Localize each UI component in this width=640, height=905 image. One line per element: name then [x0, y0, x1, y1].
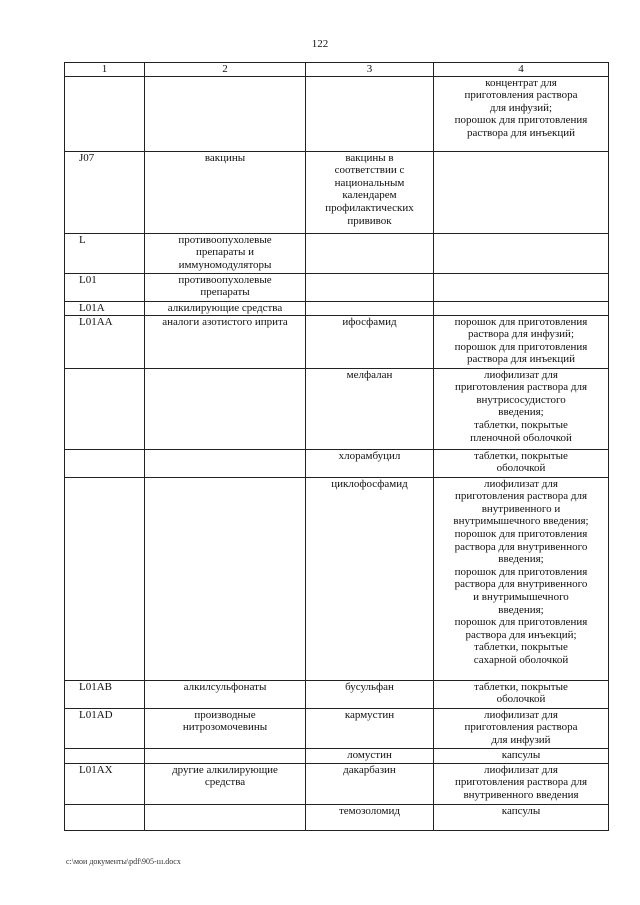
- atc-code-cell: J07: [65, 151, 145, 233]
- drug-list-table: [64, 62, 609, 831]
- group-cell: [145, 748, 306, 763]
- atc-code-cell: L01AX: [65, 763, 145, 804]
- drug-name-cell: вакцины в соответствии с национальным календарем профилактических прививок: [306, 151, 434, 233]
- table-row: [65, 273, 609, 301]
- dosage-form-cell: таблетки, покрытые оболочкой: [434, 449, 609, 477]
- group-cell: алкилсульфонаты: [145, 680, 306, 708]
- table-row: [65, 708, 609, 748]
- drug-name-cell: ломустин: [306, 748, 434, 763]
- atc-code-cell: L: [65, 233, 145, 273]
- drug-name-cell: [306, 273, 434, 301]
- group-cell: вакцины: [145, 151, 306, 233]
- drug-name-cell: темозоломид: [306, 804, 434, 830]
- atc-code-cell: L01AA: [65, 315, 145, 368]
- drug-name-cell: [306, 76, 434, 151]
- drug-name-cell: бусульфан: [306, 680, 434, 708]
- group-cell: аналоги азотистого иприта: [145, 315, 306, 368]
- column-header: 3: [306, 63, 434, 77]
- table-row: [65, 233, 609, 273]
- table-row: [65, 301, 609, 315]
- atc-code-cell: L01A: [65, 301, 145, 315]
- dosage-form-cell: лиофилизат для приготовления раствора для инфузий: [434, 708, 609, 748]
- table-row: [65, 368, 609, 449]
- group-cell: противоопухолевые препараты и иммуномодуляторы: [145, 233, 306, 273]
- group-cell: [145, 477, 306, 680]
- group-cell: производные нитрозомочевины: [145, 708, 306, 748]
- table-header-row: [65, 63, 609, 77]
- atc-code-cell: [65, 748, 145, 763]
- group-cell: алкилирующие средства: [145, 301, 306, 315]
- drug-name-cell: [306, 233, 434, 273]
- file-path-footer: c:\мои документы\pdf\905-ııı.docx: [66, 857, 181, 866]
- group-cell: другие алкилирующие средства: [145, 763, 306, 804]
- dosage-form-cell: капсулы: [434, 748, 609, 763]
- dosage-form-cell: капсулы: [434, 804, 609, 830]
- dosage-form-cell: лиофилизат для приготовления раствора для внутривенного и внутримышечного введения; порошок для приготовления раствора для внутривенного введения; порошок для приготовления раствора для внутривенного и внутримышечного введения; порошок для приготовления раствора для инъекций; таблетки, покрытые сахарной оболочкой: [434, 477, 609, 680]
- dosage-form-cell: концентрат для приготовления раствора для инфузий; порошок для приготовления раствора для инъекций: [434, 76, 609, 151]
- page-number: 122: [311, 38, 329, 50]
- atc-code-cell: [65, 368, 145, 449]
- atc-code-cell: L01AD: [65, 708, 145, 748]
- table-row: [65, 748, 609, 763]
- dosage-form-cell: [434, 151, 609, 233]
- drug-name-cell: ифосфамид: [306, 315, 434, 368]
- atc-code-cell: L01AB: [65, 680, 145, 708]
- drug-name-cell: кармустин: [306, 708, 434, 748]
- drug-name-cell: мелфалан: [306, 368, 434, 449]
- column-header: 4: [434, 63, 609, 77]
- table-row: [65, 315, 609, 368]
- dosage-form-cell: таблетки, покрытые оболочкой: [434, 680, 609, 708]
- table-row: [65, 76, 609, 151]
- table-row: [65, 151, 609, 233]
- drug-name-cell: хлорамбуцил: [306, 449, 434, 477]
- table-row: [65, 804, 609, 830]
- drug-name-cell: циклофосфамид: [306, 477, 434, 680]
- group-cell: противоопухолевые препараты: [145, 273, 306, 301]
- dosage-form-cell: [434, 233, 609, 273]
- column-header: 1: [65, 63, 145, 77]
- dosage-form-cell: [434, 273, 609, 301]
- table-row: [65, 680, 609, 708]
- table-row: [65, 763, 609, 804]
- group-cell: [145, 804, 306, 830]
- column-header: 2: [145, 63, 306, 77]
- table-row: [65, 477, 609, 680]
- group-cell: [145, 449, 306, 477]
- table-row: [65, 449, 609, 477]
- dosage-form-cell: лиофилизат для приготовления раствора для внутривенного введения: [434, 763, 609, 804]
- group-cell: [145, 368, 306, 449]
- atc-code-cell: [65, 804, 145, 830]
- drug-name-cell: [306, 301, 434, 315]
- dosage-form-cell: [434, 301, 609, 315]
- atc-code-cell: L01: [65, 273, 145, 301]
- group-cell: [145, 76, 306, 151]
- dosage-form-cell: лиофилизат для приготовления раствора для внутрисосудистого введения; таблетки, покрытые пленочной оболочкой: [434, 368, 609, 449]
- atc-code-cell: [65, 76, 145, 151]
- atc-code-cell: [65, 449, 145, 477]
- dosage-form-cell: порошок для приготовления раствора для инфузий; порошок для приготовления раствора для инъекций: [434, 315, 609, 368]
- atc-code-cell: [65, 477, 145, 680]
- drug-name-cell: дакарбазин: [306, 763, 434, 804]
